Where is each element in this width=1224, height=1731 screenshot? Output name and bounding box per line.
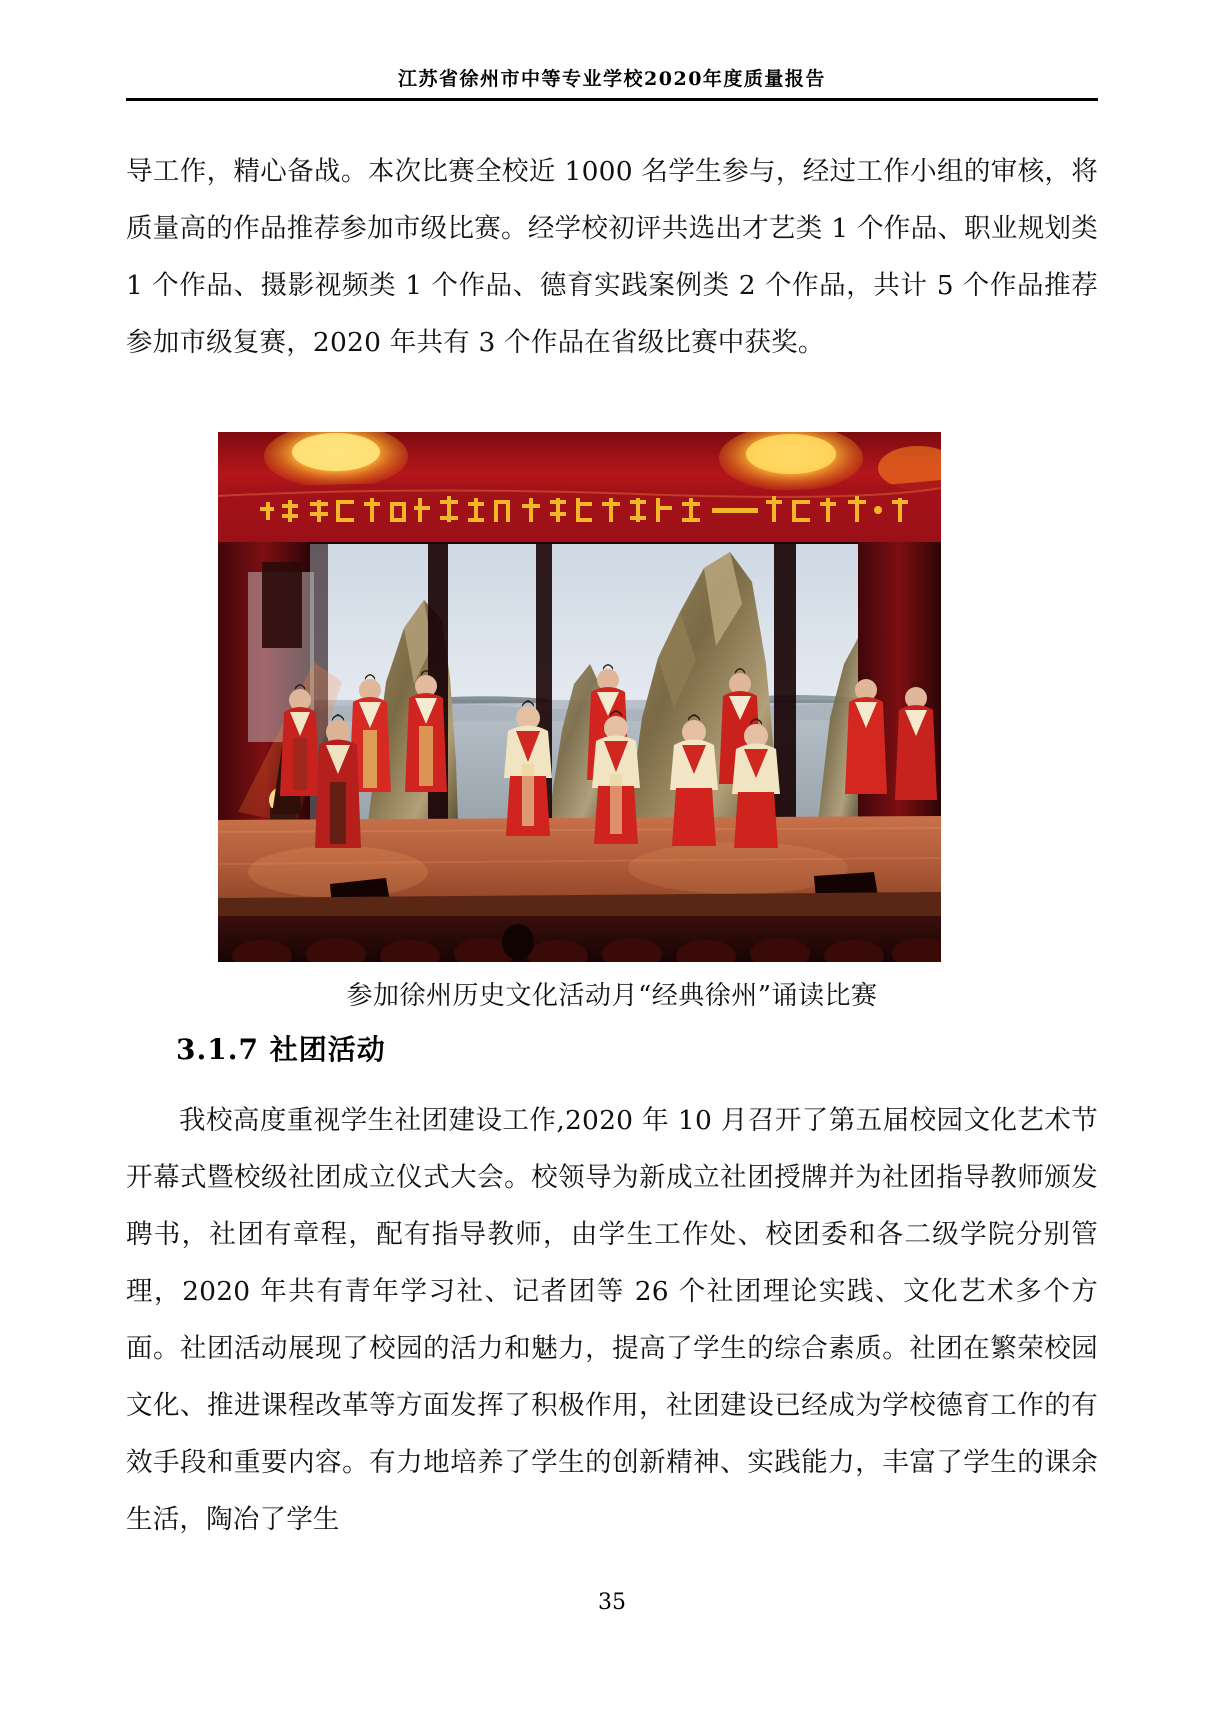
paragraph-continuation: 导工作，精心备战。本次比赛全校近 1000 名学生参与，经过工作小组的审核，将质量高的作品推荐参加市级比赛。经学校初评共选出才艺类 1 个作品、职业规划类 1 个作品、摄影视频类 1 个作品、德育实践案例类 2 个作品，共计 5 个作品推荐参加市级复赛，2020 年共有 3 个作品在省级比赛中获奖。 xyxy=(126,156,1098,358)
page-number: 35 xyxy=(598,1590,626,1615)
figure-caption: 参加徐州历史文化活动月“经典徐州”诵读比赛 xyxy=(346,981,878,1011)
header-divider xyxy=(126,98,1098,101)
page-header xyxy=(126,68,1098,101)
photo-illustration xyxy=(218,432,941,962)
body-text-bottom xyxy=(126,1092,1098,1548)
paragraph-club-activities: 我校高度重视学生社团建设工作,2020 年 10 月召开了第五届校园文化艺术节开幕式暨校级社团成立仪式大会。校领导为新成立社团授牌并为社团指导教师颁发聘书，社团有章程，配有指导教师，由学生工作处、校团委和各二级学院分别管理，2020 年共有青年学习社、记者团等 26 个社团理论实践、文化艺术多个方面。社团活动展现了校园的活力和魅力，提高了学生的综合素质。社团在繁荣校园文化、推进课程改革等方面发挥了积极作用，社团建设已经成为学校德育工作的有效手段和重要内容。有力地培养了学生的创新精神、实践能力，丰富了学生的课余生活，陶冶了学生 xyxy=(126,1105,1098,1535)
stage-performance-photo xyxy=(218,432,941,962)
header-title: 江苏省徐州市中等专业学校2020年度质量报告 xyxy=(398,68,826,90)
body-text-top xyxy=(126,143,1098,371)
section-heading-3-1-7: 3.1.7 社团活动 xyxy=(176,1033,386,1066)
